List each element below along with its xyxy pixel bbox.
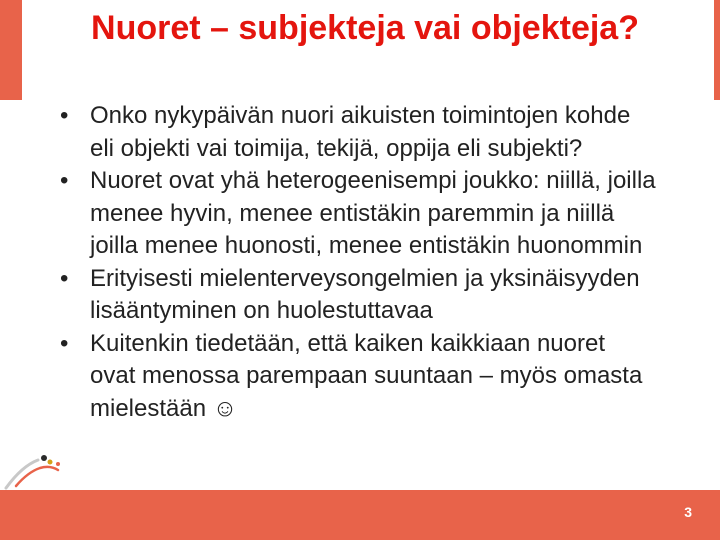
bullet-item: • Nuoret ovat yhä heterogeenisempi joukko: niillä, joilla menee hyvin, menee entistäkin paremmin ja niillä joilla menee huonosti, menee entistäkin huonommin	[56, 165, 656, 263]
bullet-item: • Kuitenkin tiedetään, että kaiken kaikkiaan nuoret ovat menossa parempaan suuntaan – myös omasta mielestään ☺	[56, 328, 656, 426]
bullet-item: • Onko nykypäivän nuori aikuisten toimintojen kohde eli objekti vai toimija, tekijä, oppija eli subjekti?	[56, 100, 656, 165]
swoosh-logo-icon	[2, 448, 82, 498]
slide-title: Nuoret – subjekteja vai objekteja?	[91, 9, 639, 47]
bullet-list	[56, 100, 656, 425]
page-number: 3	[684, 504, 692, 520]
footer-band	[0, 490, 720, 540]
left-accent-bar	[0, 0, 22, 100]
bullet-item: • Erityisesti mielenterveysongelmien ja yksinäisyyden lisääntyminen on huolestuttavaa	[56, 263, 656, 328]
right-accent-bar	[714, 0, 720, 100]
